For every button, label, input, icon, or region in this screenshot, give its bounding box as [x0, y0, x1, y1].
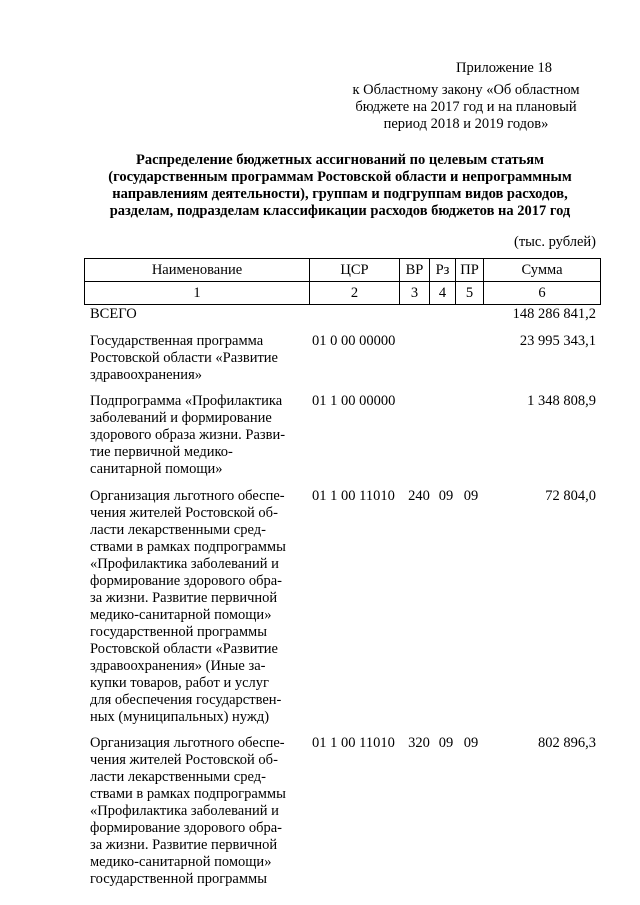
table-row [90, 306, 596, 323]
table-row [90, 735, 596, 888]
header-sum: Сумма [484, 259, 601, 282]
title-line: разделам, подразделам классификации расходов бюджетов на 2017 год [109, 203, 571, 219]
header-name: Наименование [85, 259, 310, 282]
row-sum: 802 896,3 [538, 735, 596, 751]
name-line: Организация льготного обеспе- [90, 735, 285, 751]
name-line: медико-санитарной помощи» [90, 854, 272, 870]
row-csr: 01 1 00 11010 [312, 735, 395, 751]
header-vr: ВР [400, 259, 430, 282]
name-line: государственной программы [90, 871, 267, 887]
name-line: купки товаров, работ и услуг [90, 675, 269, 691]
name-line: тие первичной медико- [90, 444, 233, 460]
row-vr: 240 [408, 488, 430, 504]
title-line: направлениям деятельности), группам и подгруппам видов расходов, [112, 186, 568, 202]
table-row [90, 333, 596, 384]
name-line: ствами в рамках подпрограммы [90, 786, 286, 802]
name-line: для обеспечения государствен- [90, 692, 282, 708]
row-name [90, 306, 302, 323]
name-line: ных (муниципальных) нужд) [90, 709, 270, 725]
row-csr: 01 0 00 00000 [312, 333, 396, 349]
header-rz: Рз [430, 259, 456, 282]
column-number: 2 [310, 282, 400, 305]
row-vr: 320 [408, 735, 430, 751]
row-sum: 23 995 343,1 [519, 333, 596, 349]
row-name [90, 393, 302, 478]
table-header [84, 258, 601, 305]
document-title [80, 152, 600, 220]
name-line: формирование здорового обра- [90, 820, 282, 836]
name-line: ласти лекарственными сред- [90, 769, 266, 785]
name-line: Государственная программа [90, 333, 264, 349]
table-body [90, 306, 596, 888]
units-label: (тыс. рублей) [514, 234, 596, 250]
row-sum: 72 804,0 [545, 488, 596, 504]
row-name [90, 488, 302, 726]
name-line: санитарной помощи» [90, 461, 223, 477]
name-line: ствами в рамках подпрограммы [90, 539, 286, 555]
appendix-line: период 2018 и 2019 годов» [383, 116, 549, 132]
name-line: Ростовской области «Развитие [90, 641, 278, 657]
title-line: (государственным программам Ростовской области и непрограммным [108, 169, 572, 185]
title-line: Распределение бюджетных ассигнований по целевым статьям [135, 152, 545, 168]
name-line: здравоохранения» [90, 367, 202, 383]
column-number: 6 [484, 282, 601, 305]
appendix-line: к Областному закону «Об областном [352, 82, 580, 98]
name-line: здорового образа жизни. Разви- [90, 427, 286, 443]
header-pr: ПР [456, 259, 484, 282]
column-number: 5 [456, 282, 484, 305]
row-rz: 09 [438, 735, 454, 751]
name-line: за жизни. Развитие первичной [90, 837, 278, 853]
row-name [90, 333, 302, 384]
row-pr: 09 [463, 488, 479, 504]
row-rz: 09 [438, 488, 454, 504]
name-line: за жизни. Развитие первичной [90, 590, 278, 606]
name-line: Подпрограмма «Профилактика [90, 393, 283, 409]
table-row [90, 393, 596, 478]
header-row [85, 259, 601, 282]
column-number: 3 [400, 282, 430, 305]
column-number-row [85, 282, 601, 305]
name-line: здравоохранения» (Иные за- [90, 658, 266, 674]
name-line: чения жителей Ростовской об- [90, 752, 278, 768]
name-line: Ростовской области «Развитие [90, 350, 278, 366]
table-row [90, 488, 596, 726]
name-line: государственной программы [90, 624, 267, 640]
name-line: формирование здорового обра- [90, 573, 282, 589]
row-pr: 09 [463, 735, 479, 751]
name-line: Организация льготного обеспе- [90, 488, 285, 504]
name-line: «Профилактика заболеваний и [90, 803, 279, 819]
name-line: чения жителей Ростовской об- [90, 505, 278, 521]
row-sum: 148 286 841,2 [512, 306, 596, 322]
name-line: «Профилактика заболеваний и [90, 556, 279, 572]
appendix-number: Приложение 18 [456, 60, 552, 76]
row-csr: 01 1 00 11010 [312, 488, 395, 504]
name-line: ласти лекарственными сред- [90, 522, 266, 538]
name-line: заболеваний и формирование [90, 410, 272, 426]
header-csr: ЦСР [310, 259, 400, 282]
column-number: 1 [85, 282, 310, 305]
name-line: медико-санитарной помощи» [90, 607, 272, 623]
appendix-line: бюджете на 2017 год и на плановый [355, 99, 577, 115]
row-name [90, 735, 302, 888]
column-number: 4 [430, 282, 456, 305]
row-sum: 1 348 808,9 [527, 393, 596, 409]
name-line: ВСЕГО [90, 306, 137, 322]
row-csr: 01 1 00 00000 [312, 393, 396, 409]
appendix-note [336, 60, 596, 133]
